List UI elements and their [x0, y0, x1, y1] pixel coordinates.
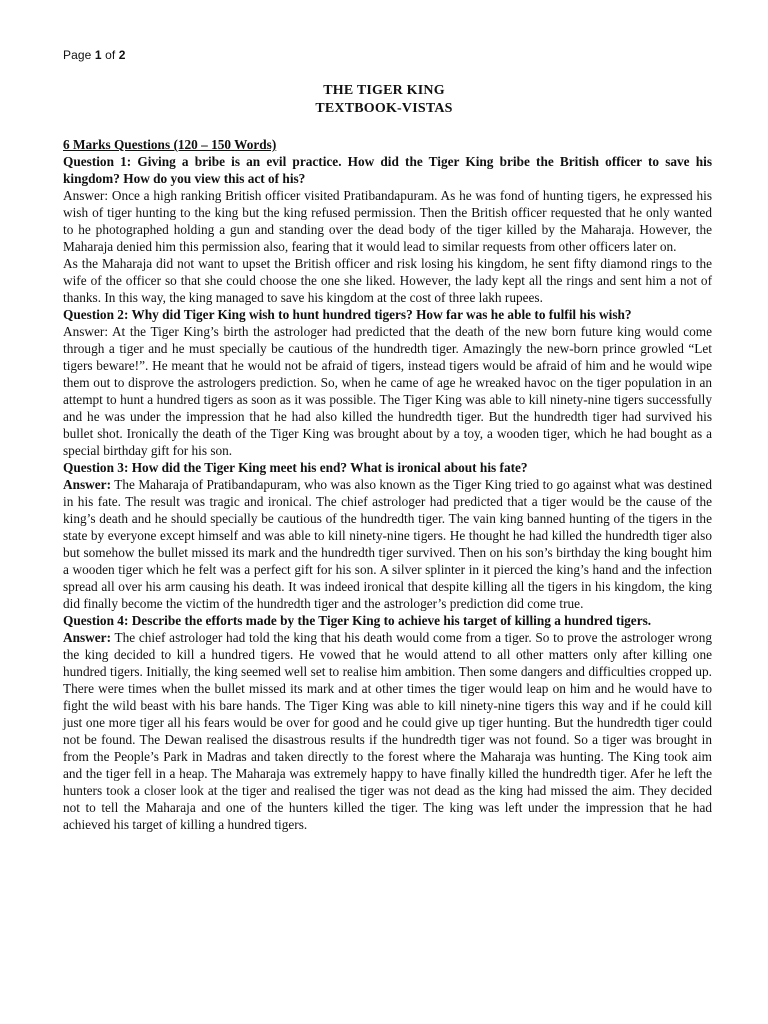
- answer-text: Once a high ranking British officer visited Pratibandapuram. As he was fond of hunting tigers, he expressed his wish of tiger hunting to the king but the king refused permission. Then the British officer requested that he only wanted to he photographed holding a gun and standing over the dead body of the tiger killed by the Maharaja. However, the Maharaja denied him this permission also, fearing that it would lead to similar requests from other officers later on.: [63, 188, 712, 254]
- document-title: THE TIGER KING: [323, 83, 445, 98]
- page-current: 1: [94, 48, 102, 62]
- question-1: Question 1: Giving a bribe is an evil practice. How did the Tiger King bribe the British officer to save his kingdom? How do you view this act of his?: [63, 154, 712, 186]
- section-heading: 6 Marks Questions (120 – 150 Words): [63, 137, 277, 152]
- page-number: [63, 48, 126, 62]
- answer-4-paragraph-1: [63, 629, 712, 833]
- document-body: [63, 136, 712, 833]
- answer-text: The chief astrologer had told the king that his death would come from a tiger. So to prove the astrologer wrong the king decided to kill a hundred tigers. He vowed that he would attend to all other matters only after killing one hundred tigers. Initially, the king seemed well set to realise him ambition. Then some dangers and difficulties cropped up. There were times when the bullet missed its mark and at other times the tiger would leap on him and he would have to fight the wild beast with his bare hands. The Tiger King was able to kill ninety-nine tigers this way and if he could kill just one more tiger all his fears would be over for good and he could give up tiger hunting. But the hundredth tiger could not be found. The Dewan realised the disastrous results if the hundredth tiger was not found. So a tiger was brought in from the People’s Park in Madras and taken directly to the forest where the Maharaja was hunting. The King took aim and the tiger fell in a heap. The Maharaja was extremely happy to have finally killed the hundredth tiger. Afer he left the hunters took a closer look at the tiger and realised the tiger was not dead as the king had missed the aim. They decided not to tell the Maharaja and one of the hunters killed the tiger. The king was left under the impression that he had achieved his target of killing a hundred tigers.: [63, 630, 712, 832]
- answer-3-paragraph-1: [63, 476, 712, 612]
- page-total: 2: [118, 48, 126, 62]
- answer-text: At the Tiger King’s birth the astrologer had predicted that the death of the new born future king would come through a tiger and he must specially be cautious of the hundredth tiger. Amazingly the new-born prince growled “Let tigers beware!”. He meant that he would not be afraid of tigers, instead tigers would be afraid of him and he would wipe them out to disprove the astrologers prediction. So, when he came of age he wreaked havoc on the tiger population in an attempt to hunt a hundred tigers as soon as it was possible. The Tiger King was able to kill ninety-nine tigers successfully and he was under the impression that he had also killed the hundredth tiger. But the hundredth tiger had survived his bullet shot. Ironically the death of the Tiger King was brought about by a toy, a wooden tiger, which he had bought as a special birthday gift for his son.: [63, 324, 712, 458]
- answer-label: Answer:: [63, 630, 112, 645]
- answer-label: Answer:: [63, 188, 109, 203]
- answer-label: Answer:: [63, 477, 112, 492]
- question-3: Question 3: How did the Tiger King meet his end? What is ironical about his fate?: [63, 460, 528, 475]
- document-subtitle: TEXTBOOK-VISTAS: [315, 101, 453, 116]
- answer-label: Answer:: [63, 324, 109, 339]
- question-2: Question 2: Why did Tiger King wish to hunt hundred tigers? How far was he able to fulfil his wish?: [63, 307, 632, 322]
- question-4: Question 4: Describe the efforts made by the Tiger King to achieve his target of killing a hundred tigers.: [63, 613, 652, 628]
- page-of-label: of: [101, 48, 119, 62]
- answer-text: The Maharaja of Pratibandapuram, who was also known as the Tiger King tried to go against what was destined in his fate. The result was tragic and ironical. The chief astrologer had predicted that a tiger would be the cause of the king’s death and he should specially be cautious of the hundredth tiger. The vain king banned hunting of the tigers in the state by everyone except himself and was able to kill ninety-nine tigers. He thought he had killed the hundredth tiger also but somehow the bullet missed its mark and the hundredth tiger survived. Then on his son’s birthday the king bought him a wooden tiger which he felt was a perfect gift for his son. A silver splinter in it pierced the king’s hand and the infection spread all over his arm causing his death. It was indeed ironical that despite killing all the tigers in his kingdom, the king did finally become the victim of the hundredth tiger and the astrologer’s prediction did come true.: [63, 477, 712, 611]
- answer-1-paragraph-1: [63, 187, 712, 255]
- answer-2-paragraph-1: [63, 323, 712, 459]
- page-label: Page: [63, 48, 95, 62]
- answer-1-paragraph-2: As the Maharaja did not want to upset the British officer and risk losing his kingdom, he sent fifty diamond rings to the wife of the officer so that she could choose the one she liked. However, the lady kept all the rings and sent him a not of thanks. In this way, the king managed to save his kingdom at the cost of three lakh rupees.: [63, 256, 712, 305]
